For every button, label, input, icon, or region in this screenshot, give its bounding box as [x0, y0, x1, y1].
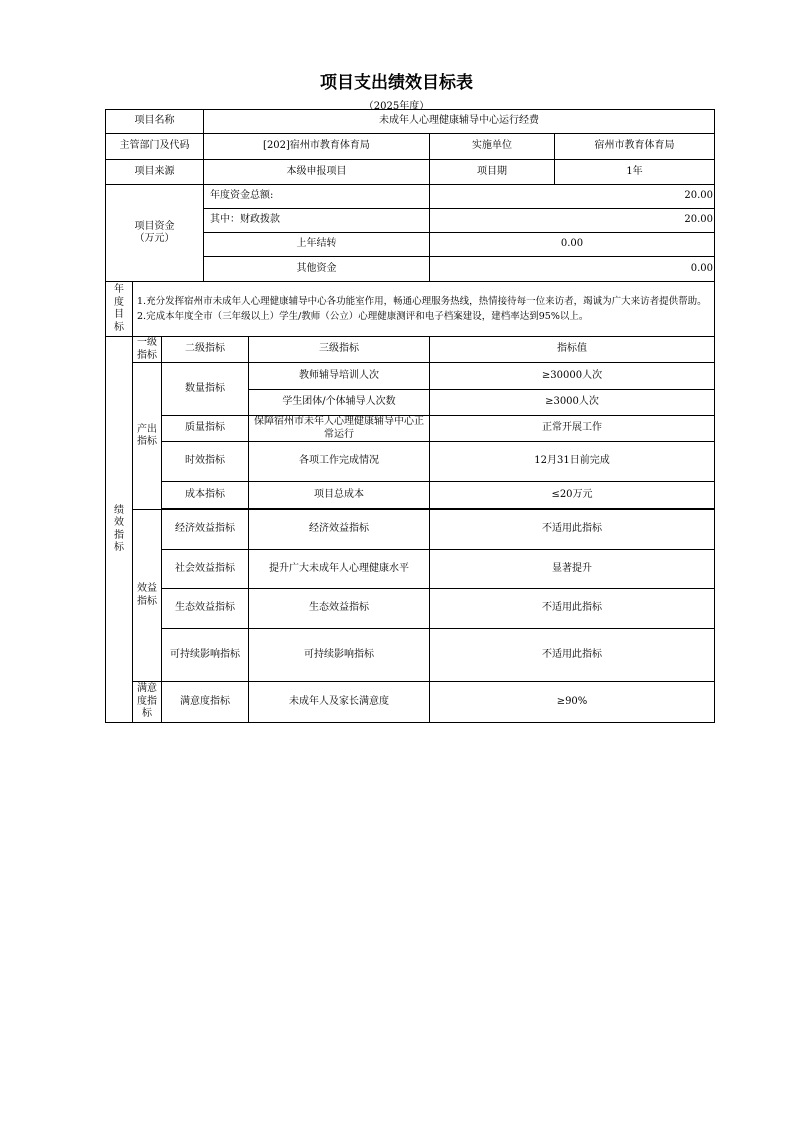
quantity-indicator-label: 数量指标 — [162, 363, 249, 416]
dept-value: [202]宿州市教育体育局 — [204, 134, 430, 160]
indicator-value: 不适用此指标 — [430, 510, 715, 550]
funds-label-line1: 项目资金 — [134, 220, 175, 232]
annual-goal-label-line2: 目标 — [114, 309, 124, 333]
indicator-name: 学生团体/个体辅导人次数 — [249, 390, 430, 416]
funds-total-value: 20.00 — [430, 185, 715, 209]
perf-label-char: 效 — [114, 517, 124, 528]
funds-carryover-label: 上年结转 — [204, 233, 430, 257]
impl-unit-label: 实施单位 — [430, 134, 555, 160]
header-level2: 二级指标 — [162, 337, 249, 363]
funds-fiscal-label: 其中：财政拨款 — [204, 209, 430, 233]
project-period-label: 项目期 — [430, 160, 555, 185]
funds-label — [106, 185, 204, 282]
indicator-value: ≤20万元 — [430, 482, 715, 509]
sustainable-impact-label: 可持续影响指标 — [162, 629, 249, 682]
page-title: 项目支出绩效目标表 — [320, 73, 473, 93]
indicator-value: 12月31日前完成 — [430, 442, 715, 482]
indicator-name: 经济效益指标 — [249, 510, 430, 550]
project-name-value: 未成年人心理健康辅导中心运行经费 — [204, 110, 715, 134]
project-source-value: 本级申报项目 — [204, 160, 430, 185]
benefit-indicator-label: 效益指标 — [133, 510, 162, 682]
output-indicator-label: 产出指标 — [133, 363, 162, 510]
annual-goal-label-line1: 年度 — [114, 284, 124, 308]
timeliness-indicator-label: 时效指标 — [162, 442, 249, 482]
perf-indicator-label — [106, 337, 133, 723]
project-name-label: 项目名称 — [106, 110, 204, 134]
funds-other-label: 其他资金 — [204, 257, 430, 282]
ecological-benefit-label: 生态效益指标 — [162, 589, 249, 629]
indicator-value: 不适用此指标 — [430, 629, 715, 682]
header-level3: 三级指标 — [249, 337, 430, 363]
funds-label-line2: （万元） — [134, 233, 175, 244]
indicator-name: 保障宿州市未年人心理健康辅导中心正常运行 — [249, 416, 430, 442]
project-period-value: 1年 — [555, 160, 715, 185]
performance-target-table — [105, 109, 715, 723]
indicator-value: ≥30000人次 — [430, 363, 715, 390]
perf-label-char: 标 — [114, 542, 124, 553]
project-source-label: 项目来源 — [106, 160, 204, 185]
annual-goal-label — [106, 282, 133, 337]
indicator-name: 项目总成本 — [249, 482, 430, 509]
quality-indicator-label: 质量指标 — [162, 416, 249, 442]
funds-total-label: 年度资金总额: — [204, 185, 430, 209]
impl-unit-value: 宿州市教育体育局 — [555, 134, 715, 160]
funds-carryover-value: 0.00 — [430, 233, 715, 257]
indicator-value: 不适用此指标 — [430, 589, 715, 629]
indicator-name: 可持续影响指标 — [249, 629, 430, 682]
satisfaction-sub-label: 满意度指标 — [162, 682, 249, 723]
perf-label-char: 绩 — [114, 504, 124, 516]
indicator-name: 生态效益指标 — [249, 589, 430, 629]
funds-fiscal-value: 20.00 — [430, 209, 715, 233]
indicator-value: ≥90% — [430, 682, 715, 723]
annual-goal-text: 1.充分发挥宿州市未成年人心理健康辅导中心各功能室作用，畅通心理服务热线，热情接待每一位来访者，竭诚为广大来访者提供帮助。 2.完成本年度全市（三年级以上）学生/教师（公立）心理健康测评和电子档案建设，建档率达到95%以上。 — [133, 282, 715, 337]
indicator-value: 正常开展工作 — [430, 416, 715, 442]
indicator-value: ≥3000人次 — [430, 390, 715, 416]
satisfaction-indicator-label: 满意度指标 — [133, 682, 162, 723]
year-label: （2025年度） — [363, 101, 430, 112]
indicator-name: 提升广大未成年人心理健康水平 — [249, 550, 430, 589]
perf-label-char: 指 — [114, 529, 124, 541]
funds-other-value: 0.00 — [430, 257, 715, 282]
header-level1: 一级指标 — [133, 337, 162, 363]
economic-benefit-label: 经济效益指标 — [162, 510, 249, 550]
cost-indicator-label: 成本指标 — [162, 482, 249, 509]
header-value: 指标值 — [430, 337, 715, 363]
indicator-name: 各项工作完成情况 — [249, 442, 430, 482]
indicator-name: 未成年人及家长满意度 — [249, 682, 430, 723]
social-benefit-label: 社会效益指标 — [162, 550, 249, 589]
indicator-value: 显著提升 — [430, 550, 715, 589]
dept-label: 主管部门及代码 — [106, 134, 204, 160]
indicator-name: 教师辅导培训人次 — [249, 363, 430, 390]
